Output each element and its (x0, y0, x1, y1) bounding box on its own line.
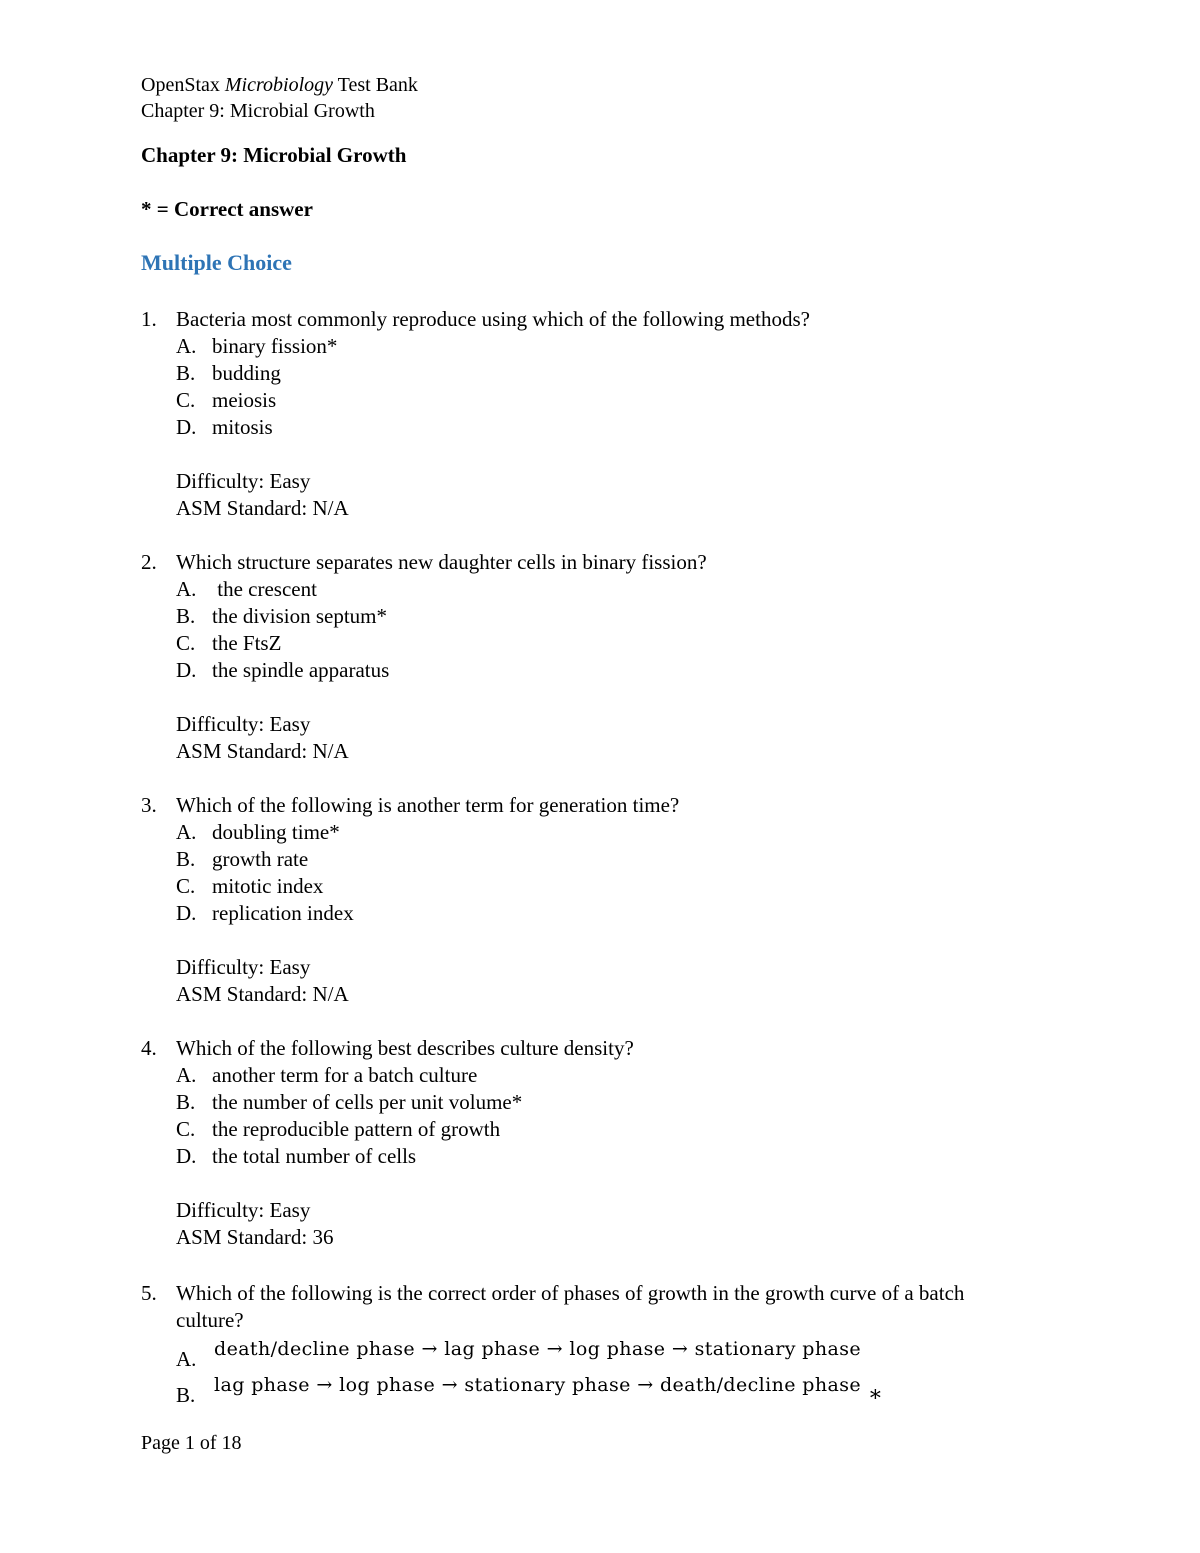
option-b: B. the number of cells per unit volume* (176, 1090, 523, 1114)
option-a: A. the crescent (176, 577, 317, 601)
difficulty: Difficulty: Easy (176, 1198, 311, 1222)
option-c: C. the FtsZ (176, 631, 282, 655)
option-b: B. lag phase → log phase → stationary phase → death/decline phase ∗ (176, 1374, 883, 1407)
option-c: C. mitotic index (176, 874, 324, 898)
option-b: B. the division septum* (176, 604, 387, 628)
question-number: 3. (141, 793, 157, 817)
difficulty: Difficulty: Easy (176, 955, 311, 979)
option-c: C. the reproducible pattern of growth (176, 1117, 501, 1141)
option-b: B. growth rate (176, 847, 309, 871)
section-heading: Multiple Choice (141, 250, 292, 275)
asm-standard: ASM Standard: N/A (176, 982, 349, 1006)
question-number: 2. (141, 550, 157, 574)
question-text: Which of the following is another term for generation time? (176, 793, 680, 817)
page-footer: Page 1 of 18 (141, 1432, 242, 1454)
question-number: 1. (141, 307, 157, 331)
asm-standard: ASM Standard: N/A (176, 739, 349, 763)
option-d: D. the spindle apparatus (176, 658, 390, 682)
question-number: 4. (141, 1036, 157, 1060)
question-text: Which of the following best describes culture density? (176, 1036, 634, 1060)
question-text: Which structure separates new daughter cells in binary fission? (176, 550, 707, 574)
asm-standard: ASM Standard: 36 (176, 1225, 334, 1249)
correct-marker: ∗ (868, 1381, 883, 1406)
option-c: C. meiosis (176, 388, 277, 412)
option-d: D. mitosis (176, 415, 273, 439)
page-title: Chapter 9: Microbial Growth (141, 143, 407, 167)
question-text: Which of the following is the correct order of phases of growth in the growth curve of a batch culture? (176, 1281, 965, 1332)
difficulty: Difficulty: Easy (176, 712, 311, 736)
option-a: A. another term for a batch culture (176, 1063, 478, 1087)
answer-legend: * = Correct answer (141, 197, 313, 221)
option-a: A. death/decline phase → lag phase → log phase → stationary phase (176, 1338, 862, 1371)
question-number: 5. (141, 1281, 157, 1305)
option-a: A. doubling time* (176, 820, 340, 844)
difficulty: Difficulty: Easy (176, 469, 311, 493)
header-line-2: Chapter 9: Microbial Growth (141, 100, 375, 122)
question-text: Bacteria most commonly reproduce using which of the following methods? (176, 307, 810, 331)
option-d: D. replication index (176, 901, 354, 925)
option-b: B. budding (176, 361, 281, 385)
asm-standard: ASM Standard: N/A (176, 496, 349, 520)
header-line-1: OpenStax Microbiology Test Bank (141, 74, 418, 96)
option-d: D. the total number of cells (176, 1144, 417, 1168)
option-a: A. binary fission* (176, 334, 338, 358)
running-header (141, 72, 418, 124)
